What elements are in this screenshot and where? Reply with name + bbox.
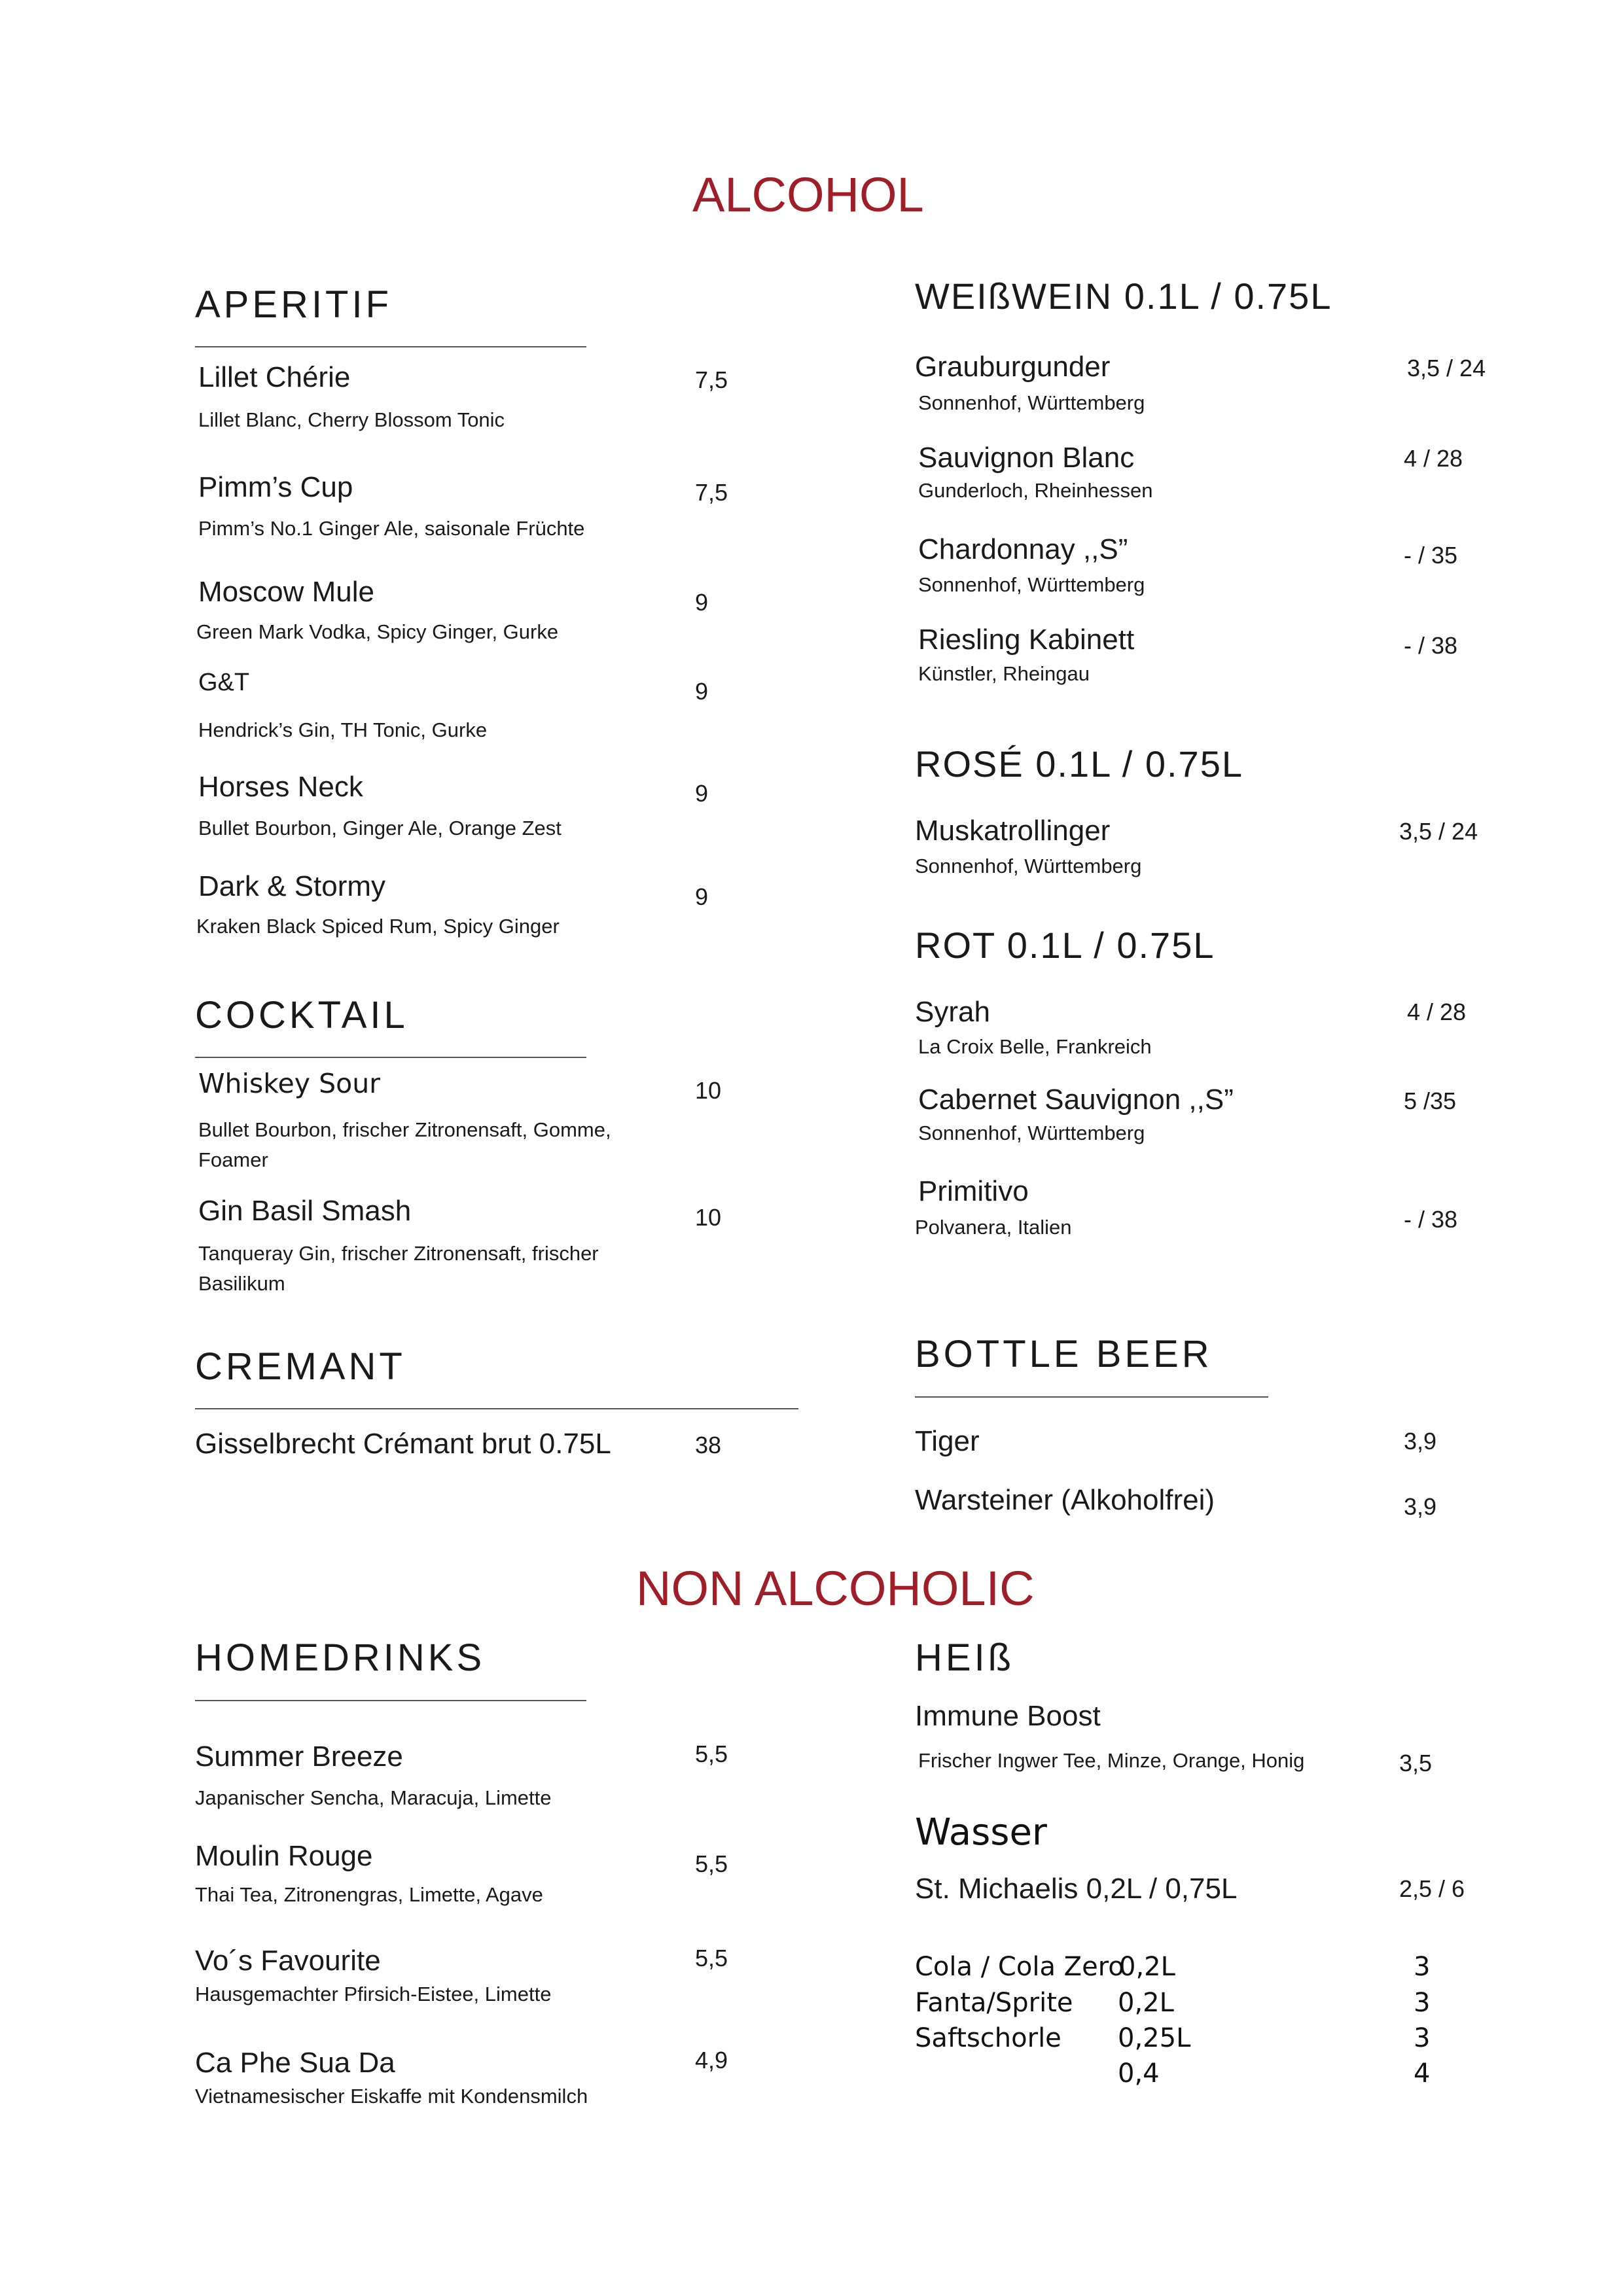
item-name: Moulin Rouge — [195, 1840, 373, 1872]
item-name: Vo´s Favourite — [195, 1945, 381, 1977]
item-description: Hendrick’s Gin, TH Tonic, Gurke — [198, 718, 488, 741]
item-name: Syrah — [915, 996, 990, 1028]
item-price: 4 / 28 — [1407, 998, 1467, 1025]
item-name: Summer Breeze — [195, 1740, 403, 1773]
item-price: 7,5 — [695, 366, 728, 393]
softdrink-name: Fanta/Sprite — [915, 1988, 1073, 2018]
softdrink-name: Cola / Cola Zero — [915, 1952, 1124, 1982]
item-name: Muskatrollinger — [915, 815, 1111, 847]
item-description: Gunderloch, Rheinhessen — [918, 479, 1153, 502]
heiss-heading: HEIß — [915, 1636, 1015, 1679]
item-price: - / 38 — [1404, 1206, 1458, 1233]
item-price: 9 — [695, 589, 709, 616]
item-price: 9 — [695, 678, 709, 705]
item-name: Whiskey Sour — [198, 1068, 381, 1099]
item-name: Riesling Kabinett — [918, 624, 1135, 656]
item-description: Tanqueray Gin, frischer Zitronensaft, frischer Basilikum — [198, 1242, 599, 1295]
item-description: Hausgemachter Pfirsich-Eistee, Limette — [195, 1983, 552, 2005]
item-description: Sonnenhof, Württemberg — [915, 855, 1142, 877]
item-name: Ca Phe Sua Da — [195, 2047, 395, 2079]
bottle-beer-heading: BOTTLE BEER — [915, 1333, 1213, 1375]
item-price: 4,9 — [695, 2047, 728, 2074]
item-price: 38 — [695, 1432, 722, 1458]
item-price: 3,5 — [1399, 1750, 1433, 1776]
softdrink-size: 0,2L — [1119, 1952, 1175, 1982]
item-description: La Croix Belle, Frankreich — [918, 1035, 1152, 1058]
bottle-beer-divider — [915, 1396, 1268, 1398]
item-description: Vietnamesischer Eiskaffe mit Kondensmilch — [195, 2085, 588, 2108]
aperitif-divider — [195, 346, 586, 347]
item-price: 5,5 — [695, 1740, 728, 1767]
item-price: 9 — [695, 780, 709, 807]
softdrink-size: 0,25L — [1118, 2023, 1191, 2053]
item-price: 5,5 — [695, 1945, 728, 1971]
softdrink-size: 0,4 — [1118, 2058, 1160, 2089]
item-name: Dark & Stormy — [198, 870, 386, 902]
cocktail-heading: COCKTAIL — [195, 994, 408, 1036]
item-name: Horses Neck — [198, 771, 363, 803]
rot-heading: ROT 0.1L / 0.75L — [915, 925, 1215, 966]
homedrinks-heading: HOMEDRINKS — [195, 1636, 486, 1679]
homedrinks-divider — [195, 1700, 586, 1701]
item-name: G&T — [198, 669, 250, 696]
item-name: Sauvignon Blanc — [918, 442, 1135, 474]
cremant-divider — [195, 1408, 798, 1409]
item-name: Primitivo — [918, 1175, 1029, 1207]
item-description: Künstler, Rheingau — [918, 662, 1090, 685]
item-description: Japanischer Sencha, Maracuja, Limette — [195, 1786, 552, 1809]
rose-heading: ROSÉ 0.1L / 0.75L — [915, 743, 1243, 785]
non-alcoholic-title: NON ALCOHOLIC — [636, 1561, 1035, 1616]
item-price: 4 / 28 — [1404, 445, 1463, 472]
weisswein-heading: WEIßWEIN 0.1L / 0.75L — [915, 275, 1332, 317]
softdrink-price: 3 — [1414, 2023, 1431, 2053]
softdrink-price: 3 — [1414, 1952, 1431, 1982]
item-price: - / 35 — [1404, 542, 1458, 569]
item-name: Chardonnay ,,S” — [918, 533, 1128, 565]
item-price: 7,5 — [695, 479, 728, 506]
item-name: Gisselbrecht Crémant brut 0.75L — [195, 1428, 611, 1460]
wasser-heading: Wasser — [915, 1811, 1047, 1854]
item-name: Pimm’s Cup — [198, 471, 353, 503]
item-price: 5,5 — [695, 1850, 728, 1877]
item-description: Frischer Ingwer Tee, Minze, Orange, Honig — [918, 1749, 1305, 1772]
item-description: Sonnenhof, Württemberg — [918, 573, 1145, 596]
item-description: Sonnenhof, Württemberg — [918, 391, 1145, 414]
item-price: 10 — [695, 1204, 722, 1231]
item-price: 3,5 / 24 — [1399, 818, 1478, 845]
item-description: Lillet Blanc, Cherry Blossom Tonic — [198, 408, 505, 431]
item-name: Grauburgunder — [915, 351, 1111, 383]
item-description: Bullet Bourbon, frischer Zitronensaft, Gomme, Foamer — [198, 1118, 611, 1171]
alcohol-title: ALCOHOL — [692, 168, 924, 222]
item-name: Warsteiner (Alkoholfrei) — [915, 1484, 1215, 1516]
item-description: Thai Tea, Zitronengras, Limette, Agave — [195, 1883, 543, 1906]
item-description: Polvanera, Italien — [915, 1216, 1072, 1239]
item-description: Green Mark Vodka, Spicy Ginger, Gurke — [196, 620, 559, 643]
cocktail-divider — [195, 1057, 586, 1058]
item-price: 5 /35 — [1404, 1087, 1457, 1114]
item-name: Lillet Chérie — [198, 361, 351, 393]
softdrink-price: 4 — [1414, 2058, 1431, 2089]
softdrink-name: Saftschorle — [915, 2023, 1061, 2053]
item-price: - / 38 — [1404, 632, 1458, 659]
item-name: Gin Basil Smash — [198, 1195, 412, 1227]
aperitif-heading: APERITIF — [195, 283, 393, 326]
item-description: Bullet Bourbon, Ginger Ale, Orange Zest — [198, 817, 562, 839]
item-price: 3,9 — [1404, 1428, 1437, 1455]
item-description: Kraken Black Spiced Rum, Spicy Ginger — [196, 915, 560, 938]
softdrink-size: 0,2L — [1118, 1988, 1174, 2018]
cremant-heading: CREMANT — [195, 1345, 406, 1388]
item-price: 3,5 / 24 — [1407, 355, 1486, 381]
item-name: Tiger — [915, 1425, 980, 1457]
item-price: 3,9 — [1404, 1493, 1437, 1520]
item-description: Sonnenhof, Württemberg — [918, 1122, 1145, 1144]
item-price: 10 — [695, 1077, 722, 1104]
item-name: Moscow Mule — [198, 576, 374, 608]
item-name: St. Michaelis 0,2L / 0,75L — [915, 1873, 1238, 1905]
item-description: Pimm’s No.1 Ginger Ale, saisonale Früchte — [198, 517, 585, 540]
item-price: 9 — [695, 883, 709, 910]
item-price: 2,5 / 6 — [1399, 1875, 1465, 1902]
softdrink-price: 3 — [1414, 1988, 1431, 2018]
item-name: Cabernet Sauvignon ,,S” — [918, 1084, 1234, 1116]
item-name: Immune Boost — [915, 1700, 1101, 1732]
